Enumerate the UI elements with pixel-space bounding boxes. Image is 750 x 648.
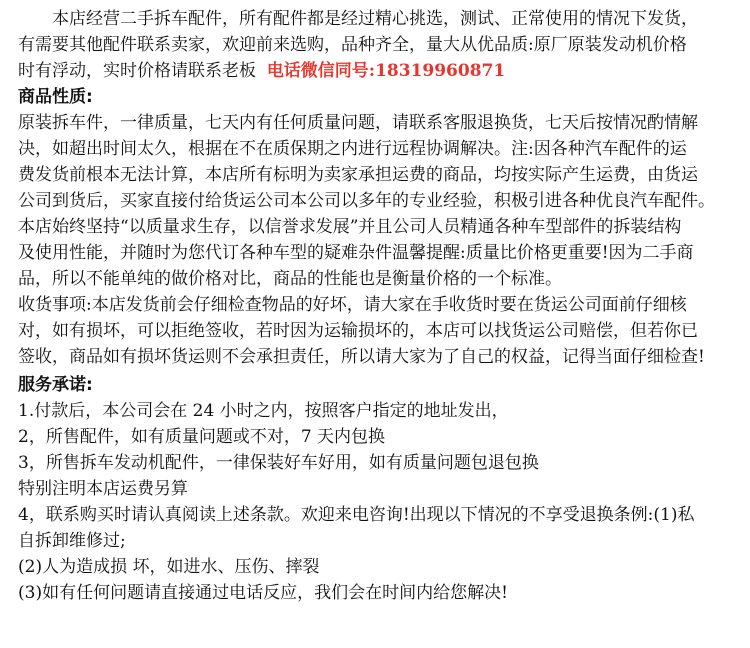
service-item: (2)人为造成损 坏，如进水、压伤、摔裂 bbox=[18, 557, 320, 577]
shipping-fee-note: 特别注明本店运费另算 bbox=[18, 479, 188, 499]
intro-line-1: 本店经营二手拆车配件，所有配件都是经过精心挑选，测试、正常使用的情况下发货， bbox=[52, 9, 698, 29]
product-nature-line: 费发货前根本无法计算，本店所有标明为卖家承担运费的商品，均按实际产生运费，由货运 bbox=[18, 165, 698, 185]
service-item: 自拆卸维修过; bbox=[18, 531, 126, 551]
product-nature-line: 本店始终坚持“以质量求生存，以信誉求发展”并且公司人员精通各种车型部件的拆装结构 bbox=[18, 217, 682, 237]
service-item: 1.付款后，本公司会在 24 小时之内，按照客户指定的地址发出， bbox=[18, 401, 509, 421]
intro-line-3 bbox=[18, 58, 736, 84]
service-item: (3)如有任何问题请直接通过电话反应，我们会在时间内给您解决! bbox=[18, 583, 508, 603]
intro-line-3-text: 时有浮动，实时价格请联系老板 bbox=[18, 61, 256, 81]
product-nature-heading: 商品性质: bbox=[18, 87, 93, 107]
product-nature-line: 公司到货后，买家直接付给货运公司本公司以多年的专业经验，积极引进各种优良汽车配件。 bbox=[18, 191, 715, 211]
service-heading: 服务承诺: bbox=[18, 375, 93, 395]
service-item: 2，所售配件，如有质量问题或不对，7 天内包换 bbox=[18, 427, 386, 447]
product-nature-line: 及使用性能，并随时为您代订各种车型的疑难杂件温馨提醒:质量比价格更重要!因为二手商 bbox=[18, 243, 694, 263]
product-nature-line: 决，如超出时间太久，根据在不在质保期之内进行远程协调解决。注:因各种汽车配件的运 bbox=[18, 139, 687, 159]
intro-line-2: 有需要其他配件联系卖家，欢迎前来选购，品种齐全，量大从优品质:原厂原装发动机价格 bbox=[18, 35, 687, 55]
contact-phone-wechat: 电话微信同号:18319960871 bbox=[266, 61, 506, 81]
product-nature-line: 原装拆车件，一律质量，七天内有任何质量问题，请联系客服退换货，七天后按情况酌情解 bbox=[18, 113, 698, 133]
receiving-notice-line: 收货事项:本店发货前会仔细检查物品的好坏，请大家在手收货时要在货运公司面前仔细核 bbox=[18, 295, 687, 315]
service-item: 3，所售拆车发动机配件，一律保装好车好用，如有质量问题包退包换 bbox=[18, 453, 539, 473]
receiving-notice-line: 对，如有损坏，可以拒绝签收，若时因为运输损坏的，本店可以找货运公司赔偿，但若你已 bbox=[18, 321, 698, 341]
service-item: 4，联系购买时请认真阅读上述条款。欢迎来电咨询!出现以下情况的不享受退换条例:(1)私 bbox=[18, 505, 695, 525]
product-nature-line: 品，所以不能单纯的做价格对比，商品的性能也是衡量价格的一个标准。 bbox=[18, 269, 562, 289]
receiving-notice-line: 签收，商品如有损坏货运则不会承担责任，所以请大家为了自己的权益，记得当面仔细检查! bbox=[18, 347, 705, 367]
